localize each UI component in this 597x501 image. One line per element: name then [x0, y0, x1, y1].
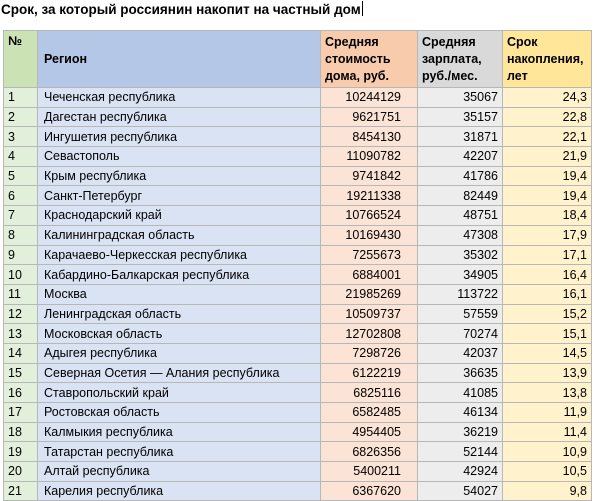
years-cell[interactable]: 14,5: [503, 343, 592, 363]
years-cell[interactable]: 22,8: [503, 107, 592, 127]
housing-savings-table: [3, 30, 592, 501]
row-number-cell[interactable]: 10: [4, 265, 38, 285]
years-cell[interactable]: 10,5: [503, 462, 592, 482]
header-years-label: Срок накопления, лет: [507, 34, 584, 83]
row-number-cell[interactable]: 15: [4, 363, 38, 383]
cost-cell[interactable]: 19211338: [321, 186, 418, 206]
years-cell[interactable]: 10,9: [503, 442, 592, 462]
cost-cell[interactable]: 11090782: [321, 147, 418, 167]
salary-cell[interactable]: 57559: [418, 304, 503, 324]
salary-cell[interactable]: 82449: [418, 186, 503, 206]
header-salary[interactable]: [418, 31, 503, 88]
table-row: [4, 147, 592, 167]
cost-cell[interactable]: 10244129: [321, 88, 418, 108]
table-row: [4, 324, 592, 344]
salary-cell[interactable]: 113722: [418, 284, 503, 304]
salary-cell[interactable]: 31871: [418, 127, 503, 147]
region-cell[interactable]: Карелия республика: [38, 481, 321, 501]
table-row: [4, 481, 592, 501]
region-cell[interactable]: Санкт-Петербург: [38, 186, 321, 206]
salary-cell[interactable]: 42207: [418, 147, 503, 167]
table-row: [4, 422, 592, 442]
table-row: [4, 88, 592, 108]
table-row: [4, 107, 592, 127]
salary-cell[interactable]: 36635: [418, 363, 503, 383]
salary-cell[interactable]: 52144: [418, 442, 503, 462]
cost-cell[interactable]: 9621751: [321, 107, 418, 127]
row-number-cell[interactable]: 11: [4, 284, 38, 304]
table-row: [4, 245, 592, 265]
header-num[interactable]: №: [4, 31, 38, 88]
region-cell[interactable]: Карачаево-Черкесская республика: [38, 245, 321, 265]
salary-cell[interactable]: 48751: [418, 206, 503, 226]
table-row: [4, 206, 592, 226]
years-cell[interactable]: 15,2: [503, 304, 592, 324]
cost-cell[interactable]: 8454130: [321, 127, 418, 147]
region-cell[interactable]: Ленинградская область: [38, 304, 321, 324]
row-number-cell[interactable]: 1: [4, 88, 38, 108]
row-number-cell[interactable]: 14: [4, 343, 38, 363]
years-cell[interactable]: 9,8: [503, 481, 592, 501]
cost-cell[interactable]: 6826356: [321, 442, 418, 462]
salary-cell[interactable]: 35157: [418, 107, 503, 127]
region-cell[interactable]: Московская область: [38, 324, 321, 344]
table-row: [4, 343, 592, 363]
cost-cell[interactable]: 6825116: [321, 383, 418, 403]
years-cell[interactable]: 24,3: [503, 88, 592, 108]
cost-cell[interactable]: 5400211: [321, 462, 418, 482]
table-row: [4, 166, 592, 186]
table-row: [4, 225, 592, 245]
region-cell[interactable]: Дагестан республика: [38, 107, 321, 127]
cost-cell[interactable]: 6367620: [321, 481, 418, 501]
cost-cell[interactable]: 10766524: [321, 206, 418, 226]
salary-cell[interactable]: 36219: [418, 422, 503, 442]
row-number-cell[interactable]: 7: [4, 206, 38, 226]
years-cell[interactable]: 18,4: [503, 206, 592, 226]
region-cell[interactable]: Ростовская область: [38, 403, 321, 423]
salary-cell[interactable]: 47308: [418, 225, 503, 245]
row-number-cell[interactable]: 12: [4, 304, 38, 324]
cost-cell[interactable]: 6884001: [321, 265, 418, 285]
salary-cell[interactable]: 34905: [418, 265, 503, 285]
cost-cell[interactable]: 4954405: [321, 422, 418, 442]
table-row: [4, 462, 592, 482]
region-cell[interactable]: Крым республика: [38, 166, 321, 186]
header-years[interactable]: [503, 31, 592, 88]
table-row: [4, 127, 592, 147]
region-cell[interactable]: Адыгея республика: [38, 343, 321, 363]
region-cell[interactable]: Чеченская республика: [38, 88, 321, 108]
region-cell[interactable]: Ставропольский край: [38, 383, 321, 403]
table-row: [4, 403, 592, 423]
table-row: [4, 186, 592, 206]
row-number-cell[interactable]: 16: [4, 383, 38, 403]
salary-cell[interactable]: 35302: [418, 245, 503, 265]
row-number-cell[interactable]: 8: [4, 225, 38, 245]
table-row: [4, 304, 592, 324]
cost-cell[interactable]: 6122219: [321, 363, 418, 383]
row-number-cell[interactable]: 9: [4, 245, 38, 265]
region-cell[interactable]: Калининградская область: [38, 225, 321, 245]
row-number-cell[interactable]: 21: [4, 481, 38, 501]
region-cell[interactable]: Кабардино-Балкарская республика: [38, 265, 321, 285]
region-cell[interactable]: Татарстан республика: [38, 442, 321, 462]
years-cell[interactable]: 19,4: [503, 186, 592, 206]
header-cost[interactable]: [321, 31, 418, 88]
years-cell[interactable]: 11,4: [503, 422, 592, 442]
row-number-cell[interactable]: 3: [4, 127, 38, 147]
salary-cell[interactable]: 35067: [418, 88, 503, 108]
years-cell[interactable]: 19,4: [503, 166, 592, 186]
header-row: [4, 31, 592, 88]
years-cell[interactable]: 21,9: [503, 147, 592, 167]
cost-cell[interactable]: 10509737: [321, 304, 418, 324]
row-number-cell[interactable]: 17: [4, 403, 38, 423]
salary-cell[interactable]: 41085: [418, 383, 503, 403]
region-cell[interactable]: Ингушетия республика: [38, 127, 321, 147]
cost-cell[interactable]: 12702808: [321, 324, 418, 344]
cost-cell[interactable]: 21985269: [321, 284, 418, 304]
region-cell[interactable]: Алтай республика: [38, 462, 321, 482]
region-cell[interactable]: Краснодарский край: [38, 206, 321, 226]
cost-cell[interactable]: 7298726: [321, 343, 418, 363]
region-cell[interactable]: Москва: [38, 284, 321, 304]
region-cell[interactable]: Калмыкия республика: [38, 422, 321, 442]
row-number-cell[interactable]: 20: [4, 462, 38, 482]
table-row: [4, 363, 592, 383]
region-cell[interactable]: Северная Осетия — Алания республика: [38, 363, 321, 383]
salary-cell[interactable]: 42924: [418, 462, 503, 482]
table-row: [4, 284, 592, 304]
row-number-cell[interactable]: 6: [4, 186, 38, 206]
table-row: [4, 442, 592, 462]
header-salary-label: Средняя зарплата, руб./мес.: [422, 34, 482, 83]
years-cell[interactable]: 13,8: [503, 383, 592, 403]
row-number-cell[interactable]: 2: [4, 107, 38, 127]
sheet-title: Срок, за который россиянин накопит на частный дом: [1, 2, 361, 17]
salary-cell[interactable]: 42037: [418, 343, 503, 363]
salary-cell[interactable]: 46134: [418, 403, 503, 423]
row-number-cell[interactable]: 4: [4, 147, 38, 167]
row-number-cell[interactable]: 13: [4, 324, 38, 344]
cost-cell[interactable]: 7255673: [321, 245, 418, 265]
table-row: [4, 265, 592, 285]
salary-cell[interactable]: 54027: [418, 481, 503, 501]
cost-cell[interactable]: 10169430: [321, 225, 418, 245]
years-cell[interactable]: 17,9: [503, 225, 592, 245]
salary-cell[interactable]: 41786: [418, 166, 503, 186]
cost-cell[interactable]: 9741842: [321, 166, 418, 186]
row-number-cell[interactable]: 18: [4, 422, 38, 442]
years-cell[interactable]: 17,1: [503, 245, 592, 265]
salary-cell[interactable]: 70274: [418, 324, 503, 344]
region-cell[interactable]: Севастополь: [38, 147, 321, 167]
years-cell[interactable]: 11,9: [503, 403, 592, 423]
years-cell[interactable]: 13,9: [503, 363, 592, 383]
years-cell[interactable]: 22,1: [503, 127, 592, 147]
header-region[interactable]: Регион: [38, 31, 321, 88]
years-cell[interactable]: 16,4: [503, 265, 592, 285]
row-number-cell[interactable]: 5: [4, 166, 38, 186]
header-cost-label: Средняя стоимость дома, руб.: [325, 34, 391, 83]
years-cell[interactable]: 15,1: [503, 324, 592, 344]
text-cursor: [362, 1, 363, 16]
sheet-title-cell[interactable]: [0, 0, 363, 20]
cost-cell[interactable]: 6582485: [321, 403, 418, 423]
table-body: [4, 88, 592, 501]
table-row: [4, 383, 592, 403]
row-number-cell[interactable]: 19: [4, 442, 38, 462]
years-cell[interactable]: 16,1: [503, 284, 592, 304]
